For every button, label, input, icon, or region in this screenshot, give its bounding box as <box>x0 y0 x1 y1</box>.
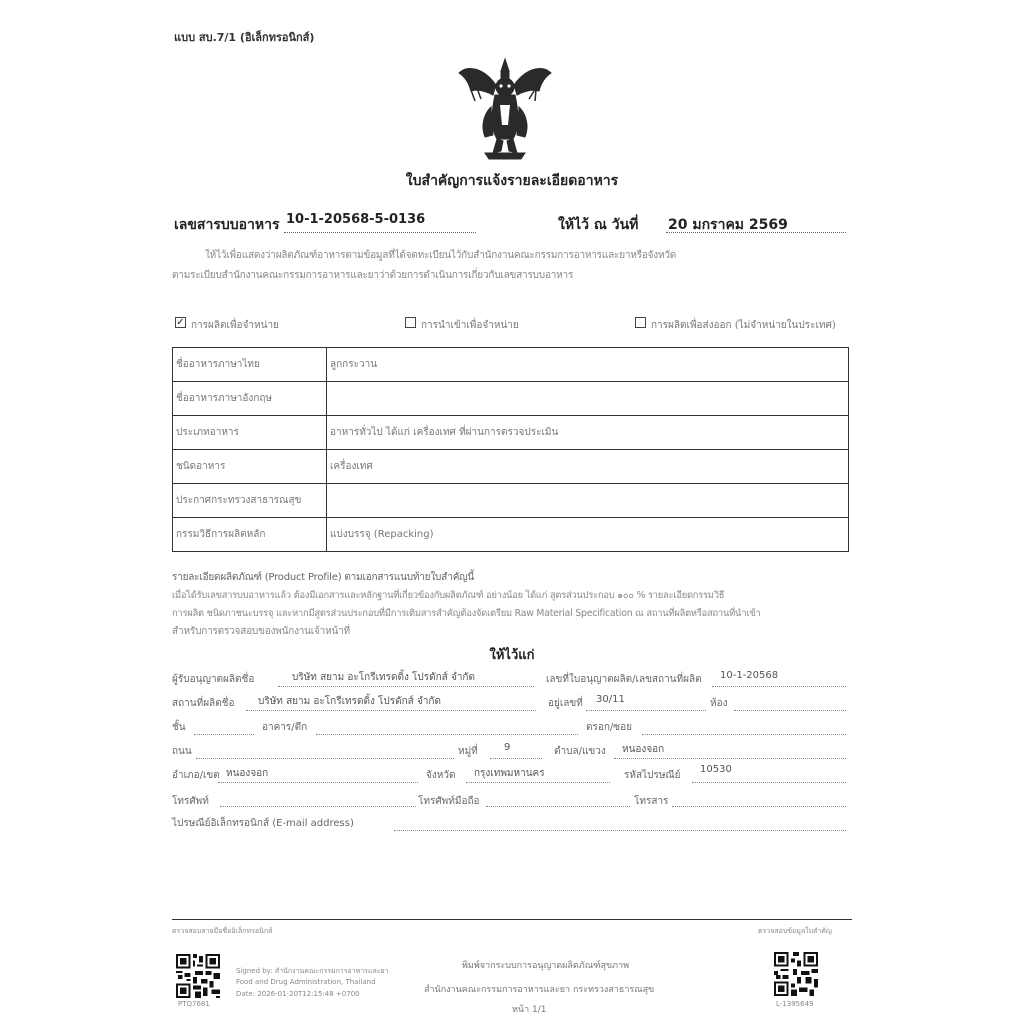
district-value: หนองจอก <box>226 768 269 779</box>
phone-label: โทรศัพท์ <box>172 796 209 807</box>
intro-line-2: ตามระเบียบสำนักงานคณะกรรมการอาหารและยาว่าด้วยการดำเนินการเกี่ยวกับเลขสารบบอาหาร <box>172 270 574 281</box>
room-label: ห้อง <box>710 698 728 709</box>
province-label: จังหวัด <box>426 770 456 781</box>
license-no-label: เลขที่ใบอนุญาตผลิต/เลขสถานที่ผลิต <box>546 674 702 685</box>
food-serial-label: เลขสารบบอาหาร <box>174 217 280 233</box>
qr-code-icon <box>176 954 220 998</box>
table-row <box>173 484 849 518</box>
food-details-table <box>172 347 849 552</box>
moo-label: หมู่ที่ <box>458 746 478 757</box>
postcode-value: 10530 <box>700 764 732 775</box>
purpose-label-1: การผลิตเพื่อจำหน่าย <box>191 320 279 331</box>
purpose-checkbox-2 <box>405 317 416 328</box>
check-icon: ✓ <box>176 317 185 328</box>
profile-line-4: สำหรับการตรวจสอบของพนักงานเจ้าหน้าที่ <box>172 626 350 637</box>
detail-key: ประเภทอาหาร <box>173 416 327 450</box>
footer-divider <box>172 919 852 920</box>
licensee-underline <box>278 686 534 687</box>
province-underline <box>466 782 610 783</box>
issued-date: 20 มกราคม 2569 <box>668 217 788 233</box>
issued-to-heading: ให้ไว้แก่ <box>489 648 535 663</box>
licensee-value: บริษัท สยาม อะโกรีเทรดดิ้ง โปรดักส์ จำกัด <box>292 672 475 683</box>
building-underline <box>316 734 578 735</box>
detail-value: อาหารทั่วไป ได้แก่ เครื่องเทศ ที่ผ่านการตรวจประเมิน <box>327 416 849 450</box>
email-label: ไปรษณีย์อิเล็กทรอนิกส์ (E-mail address) <box>172 818 354 829</box>
building-label: อาคาร/ตึก <box>262 722 308 733</box>
serial-underline <box>284 232 476 233</box>
detail-value: แบ่งบรรจุ (Repacking) <box>327 518 849 552</box>
footer-center-line-1: พิมพ์จากระบบการอนุญาตผลิตภัณฑ์สุขภาพ <box>462 961 630 971</box>
postcode-label: รหัสไปรษณีย์ <box>624 770 681 781</box>
address-no-label: อยู่เลขที่ <box>548 698 583 709</box>
purpose-label-2: การนำเข้าเพื่อจำหน่าย <box>421 320 519 331</box>
table-row <box>173 382 849 416</box>
license-no-value: 10-1-20568 <box>720 670 779 681</box>
signature-check-note: ตรวจสอบลายมือชื่ออิเล็กทรอนิกส์ <box>172 927 273 935</box>
table-row <box>173 416 849 450</box>
phone-underline <box>220 806 416 807</box>
document-title: ใบสำคัญการแจ้งรายละเอียดอาหาร <box>405 173 619 189</box>
subdistrict-underline <box>614 758 846 759</box>
licensee-label: ผู้รับอนุญาตผลิตชื่อ <box>172 674 255 685</box>
moo-value: 9 <box>504 742 511 753</box>
qr-right-caption: L-1395649 <box>776 1000 814 1008</box>
profile-line-1: รายละเอียดผลิตภัณฑ์ (Product Profile) ตามเอกสารแนบท้ายใบสำคัญนี้ <box>172 572 475 583</box>
sig-line-2: Food and Drug Administration, Thailand <box>236 978 376 986</box>
place-label: สถานที่ผลิตชื่อ <box>172 698 235 709</box>
profile-line-3: การผลิต ชนิดภาชนะบรรจุ และหากมีสูตรส่วนประกอบที่มีการเติมสารสำคัญต้องจัดเตรียม Raw Material Specification ณ สถานที่ผลิตหรือสถานที่นำเข้า <box>172 608 761 619</box>
fax-label: โทรสาร <box>634 796 669 807</box>
intro-line-1: ให้ไว้เพื่อแสดงว่าผลิตภัณฑ์อาหารตามข้อมูลที่ได้จดทะเบียนไว้กับสำนักงานคณะกรรมการอาหารและยาหรือจังหวัด <box>205 250 677 261</box>
place-underline <box>246 710 536 711</box>
license-no-underline <box>712 686 846 687</box>
floor-underline <box>194 734 254 735</box>
mobile-underline <box>486 806 630 807</box>
qr-left-caption: PTQ7681 <box>178 1000 210 1008</box>
address-no-value: 30/11 <box>596 694 625 705</box>
subdistrict-label: ตำบล/แขวง <box>554 746 606 757</box>
issued-date-label: ให้ไว้ ณ วันที่ <box>558 217 639 233</box>
detail-value: เครื่องเทศ <box>327 450 849 484</box>
food-serial-number: 10-1-20568-5-0136 <box>286 212 426 227</box>
date-underline <box>666 232 846 233</box>
table-row <box>173 518 849 552</box>
sig-line-3: Date: 2026-01-20T12:15:48 +0700 <box>236 990 360 998</box>
certificate-check-note: ตรวจสอบข้อมูลใบสำคัญ <box>758 927 832 935</box>
detail-key: กรรมวิธีการผลิตหลัก <box>173 518 327 552</box>
province-value: กรุงเทพมหานคร <box>474 768 545 779</box>
sig-line-1: Signed by: สำนักงานคณะกรรมการอาหารและยา <box>236 967 389 975</box>
detail-value <box>327 382 849 416</box>
detail-value: ลูกกระวาน <box>327 348 849 382</box>
email-underline <box>394 830 846 831</box>
postcode-underline <box>692 782 846 783</box>
table-row <box>173 450 849 484</box>
purpose-checkbox-1 <box>175 317 186 328</box>
qr-code-icon <box>774 952 818 996</box>
table-row <box>173 348 849 382</box>
moo-underline <box>490 758 542 759</box>
garuda-emblem-icon <box>455 55 555 161</box>
detail-key: ชื่ออาหารภาษาไทย <box>173 348 327 382</box>
soi-label: ตรอก/ซอย <box>586 722 632 733</box>
soi-underline <box>642 734 846 735</box>
profile-line-2: เมื่อได้รับเลขสารบบอาหารแล้ว ต้องมีเอกสารและหลักฐานที่เกี่ยวข้องกับผลิตภัณฑ์ อย่างน้อย ได้แก่ สูตรส่วนประกอบ ๑๐๐ % รายละเอียดกรรมวิธี <box>172 590 725 601</box>
place-value: บริษัท สยาม อะโกรีเทรดดิ้ง โปรดักส์ จำกัด <box>258 696 441 707</box>
room-underline <box>734 710 846 711</box>
detail-key: ชื่ออาหารภาษาอังกฤษ <box>173 382 327 416</box>
district-label: อำเภอ/เขต <box>172 770 220 781</box>
detail-key: ชนิดอาหาร <box>173 450 327 484</box>
form-code: แบบ สบ.7/1 (อิเล็กทรอนิกส์) <box>174 31 315 44</box>
district-underline <box>218 782 418 783</box>
footer-center-line-2: สำนักงานคณะกรรมการอาหารและยา กระทรวงสาธารณสุข <box>424 985 655 995</box>
fax-underline <box>672 806 846 807</box>
address-no-underline <box>586 710 706 711</box>
subdistrict-value: หนองจอก <box>622 744 665 755</box>
road-underline <box>196 758 454 759</box>
page-number: หน้า 1/1 <box>512 1005 547 1015</box>
purpose-checkbox-3 <box>635 317 646 328</box>
detail-key: ประกาศกระทรวงสาธารณสุข <box>173 484 327 518</box>
mobile-label: โทรศัพท์มือถือ <box>418 796 480 807</box>
floor-label: ชั้น <box>172 722 186 733</box>
detail-value <box>327 484 849 518</box>
purpose-label-3: การผลิตเพื่อส่งออก (ไม่จำหน่ายในประเทศ) <box>651 320 836 331</box>
road-label: ถนน <box>172 746 192 757</box>
